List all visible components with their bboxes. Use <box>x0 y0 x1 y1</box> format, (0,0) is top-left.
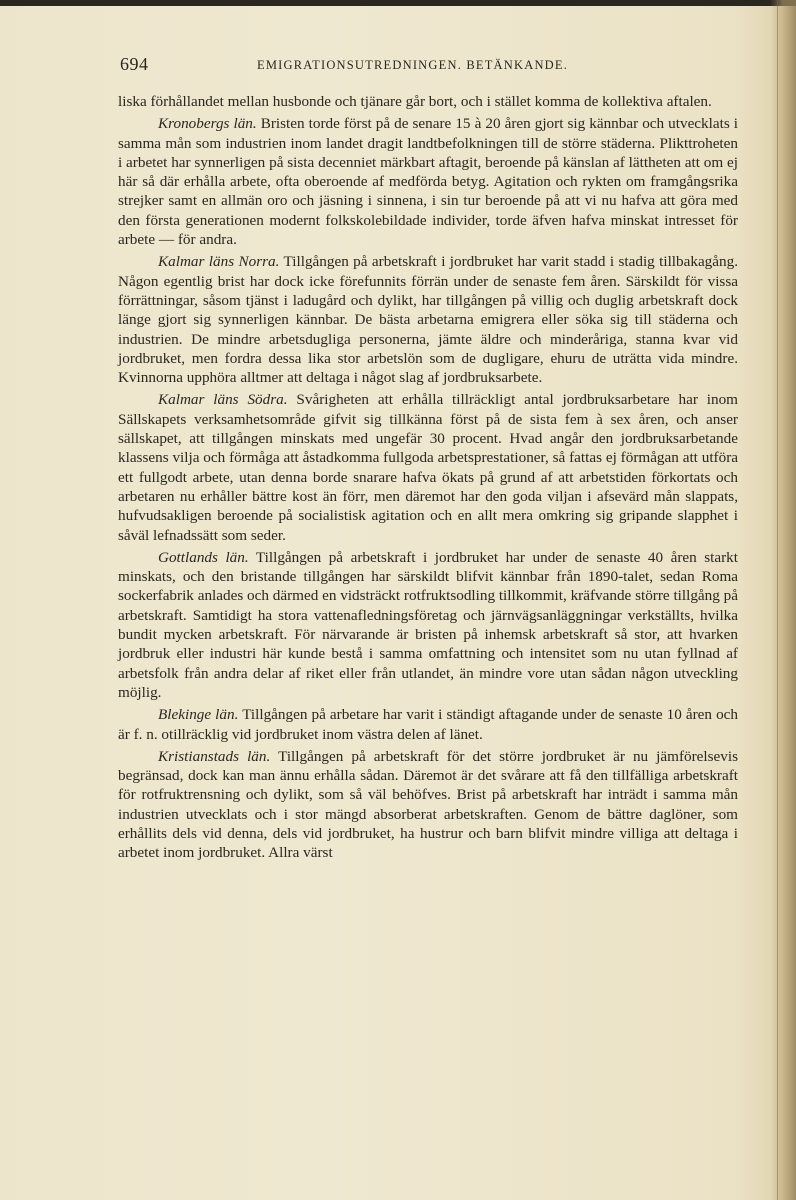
page-edge-line <box>777 0 778 1200</box>
page-edge-shadow <box>770 0 796 1200</box>
paragraph-text: Tillgången på arbetare har varit i ständigt aftagande under de senaste 10 åren och är f. n. otillräcklig vid jordbruket inom västra delen af länet. <box>118 706 738 743</box>
paragraph-heading: Kristianstads län. <box>158 747 271 765</box>
paragraph-kalmar-sodra <box>118 390 738 544</box>
paragraph-text: liska förhållandet mellan husbonde och tjänare går bort, och i stället komma de kollektiva aftalen. <box>118 93 712 110</box>
paragraph-text: Tillgången på arbetskraft i jordbruket har under de senaste 40 åren starkt minskats, och den bristande tillgången har särskildt blifvit kännbar från 1890-talet, sedan Roma sockerfabrik anlades och därmed en vidsträckt rotfruktsodling tillkommit, kräfvande större tillgång på arbetskraft. Samtidigt ha stora vattenafledningsföretag och järnvägsanläggningar verkställts, hvilka bundit mycken arbetskraft. För närvarande är bristen på inhemsk arbetskraft så stor, att hvarken jordbruk eller industri här kunde bestå i samma omfattning och intensitet som nu utan fyllnad af arbetsfolk från andra delar af riket eller från utlandet, än mindre vore utan sådan någon utveckling möjlig. <box>118 548 738 701</box>
top-border <box>0 0 796 6</box>
running-title: EMIGRATIONSUTREDNINGEN. BETÄNKANDE. <box>257 58 569 72</box>
paragraph-blekinge <box>118 705 738 744</box>
paragraph-heading: Kalmar läns Norra. <box>158 253 280 271</box>
body-text <box>118 92 738 866</box>
paragraph-heading: Gottlands län. <box>158 548 249 566</box>
page-number: 694 <box>120 54 149 74</box>
paragraph-text: Bristen torde först på de senare 15 à 20 åren gjort sig kännbar och utvecklats i samma mån som industrien inom landet dragit landtbefolkningen till de större städerna. Plikttroheten i arbetet har synnerligen på sista decenniet märkbart aftagit, beroende på känslan af lättheten att om ej här så där erhålla arbete, ofta oberoende af medförda betyg. Agitation och rykten om framgångsrika strejker samt en allmän oro och jäsning i sinnena, i sin tur beroende på att vi nu hafva att göra med den första generationen modernt folkskolebildade individer, torde äfven hafva minskat intresset för arbete — för andra. <box>118 115 738 249</box>
paragraph-text: Svårigheten att erhålla tillräckligt antal jordbruksarbetare har inom Sällskapets verksamhetsområde gifvit sig tillkänna först på de sista fem à sex åren, och anser sällskapet, att tillgången minskats med ungefär 30 procent. Hvad angår den jordbruksarbetande klassens vilja och förmåga att åstadkomma fullgoda arbetsprestationer, så fattas ej förmågan att utföra ett fullgodt arbete, utan denna borde snarare hafva ökats på grund af att arbetstiden förkortats och arbetaren nu erhåller bättre kost än förr, men däremot har den goda viljan i afsevärd mån slappats, hufvudsakligen beroende på socialistisk agitation och en allt mera omkring sig gripande slapphet i såväl lefnadssätt som seder. <box>118 391 738 544</box>
paragraph-continuation <box>118 92 738 111</box>
paragraph-kristianstad <box>118 747 738 863</box>
paragraph-text: Tillgången på arbetskraft för det större jordbruket är nu jämförelsevis begränsad, dock kan man ännu erhålla sådan. Däremot är det svårare att få den tillfälliga arbetskraft för rotfruktrensning och dylikt, som så väl behöfves. Brist på arbetskraft har inträdt i samma mån industrien utvecklats och i stor mängd absorberat arbetskraften. Genom de bättre daglöner, som erhållits dels vid denna, dels vid jordbruket, ha hustrur och barn blifvit mindre villiga att deltaga i arbetet inom jordbruket. Allra värst <box>118 747 739 862</box>
page-header <box>120 54 740 76</box>
paragraph-gottland <box>118 548 738 702</box>
paragraph-text: Tillgången på arbetskraft i jordbruket har varit stadd i stadig tillbakagång. Någon egentlig brist har dock icke förefunnits förrän under de senaste fem åren. Särskildt för vissa förrättningar, såsom tjänst i ladugård och dylikt, har tillgången på villig och duglig arbetskraft dock länge gjort sig synnerligen kännbar. De bästa arbetarna emigrera eller söka sig till städerna och industrien. De mindre arbetsdugliga personerna, jämte äldre och minderåriga, stanna kvar vid jordbruket, men fordra dessa lika stor arbetslön som de dugligare, ehuru de uträtta vida mindre. Kvinnorna upphöra alltmer att deltaga i något slag af jordbruksarbete. <box>118 253 739 387</box>
paragraph-kalmar-norra <box>118 252 738 387</box>
paragraph-kronoberg <box>118 114 738 249</box>
paragraph-heading: Kalmar läns Södra. <box>158 391 288 409</box>
paragraph-heading: Blekinge län. <box>158 706 239 724</box>
paragraph-heading: Kronobergs län. <box>158 115 257 133</box>
